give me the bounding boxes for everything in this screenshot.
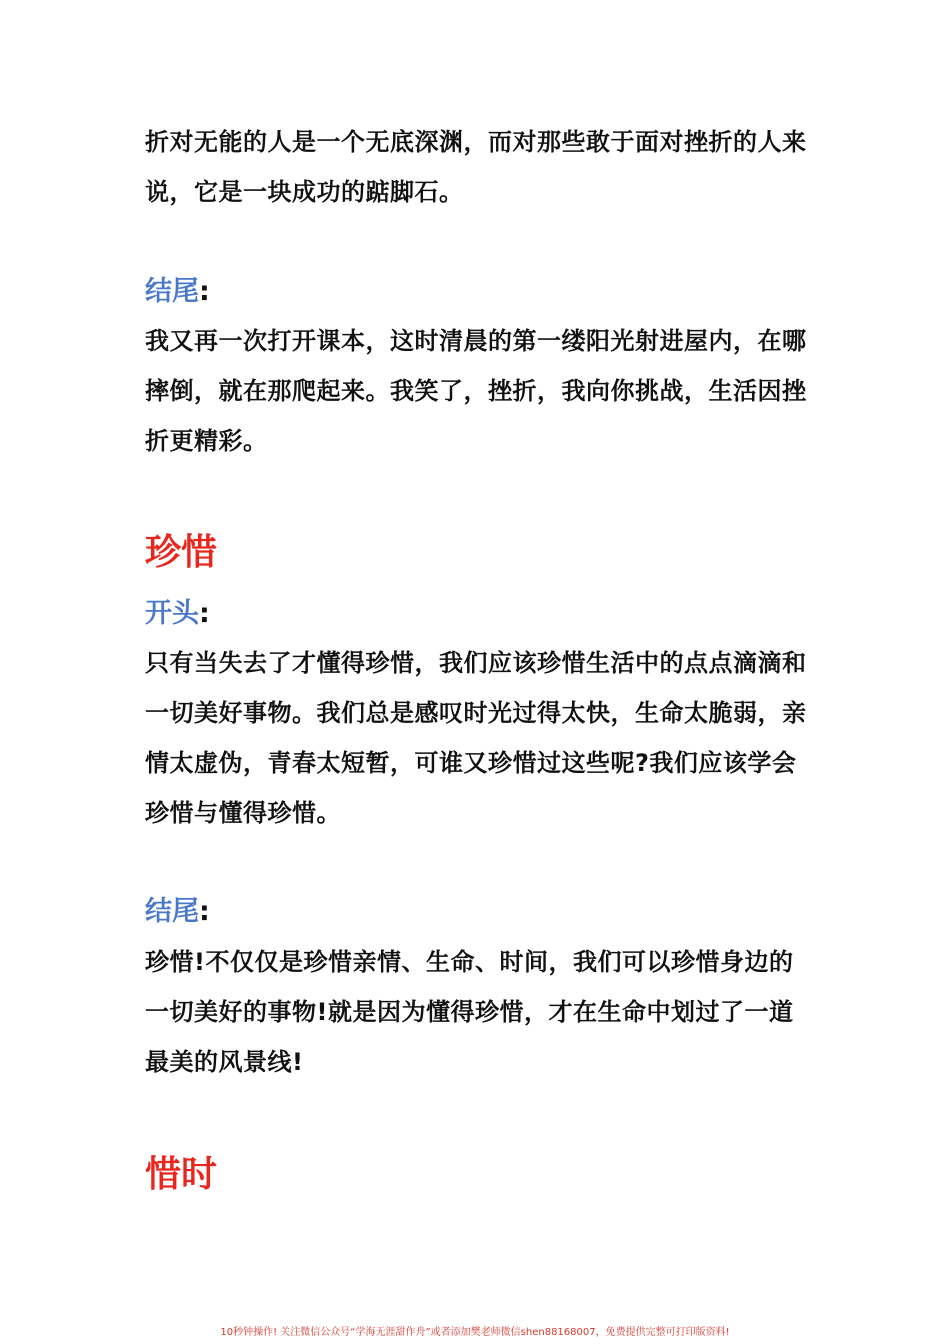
- section-setback-ending-label: [145, 272, 815, 312]
- ending-text: 珍惜!不仅仅是珍惜亲情、生命、时间，我们可以珍惜身边的一切美好的事物!就是因为懂得珍惜，才在生命中划过了一道最美的风景线!: [145, 948, 794, 1076]
- opening-label-colon: :: [199, 598, 210, 629]
- section-title-cherish-time: 惜时: [145, 1154, 218, 1195]
- section-cherish-opening: [145, 638, 815, 838]
- ending-label: [145, 272, 815, 312]
- opening-text: 只有当失去了才懂得珍惜，我们应该珍惜生活中的点点滴滴和一切美好事物。我们总是感叹时光过得太快，生命太脆弱，亲情太虚伪，青春太短暂，可谁又珍惜过这些呢?我们应该学会珍惜与懂得珍惜。: [145, 649, 807, 827]
- section-title-cherish: 珍惜: [145, 532, 218, 573]
- section-cherish-ending: [145, 937, 815, 1087]
- ending-text: 我又再一次打开课本，这时清晨的第一缕阳光射进屋内，在哪摔倒，就在那爬起来。我笑了，挫折，我向你挑战，生活因挫折更精彩。: [145, 327, 807, 455]
- opening-label: [145, 594, 815, 634]
- footer-promo-text: 10秒钟操作! 关注微信公众号“学海无涯甜作舟”或者添加樊老师微信shen88168007，免费提供完整可打印版资料!: [220, 1327, 730, 1338]
- ending-label-colon: :: [199, 276, 210, 307]
- ending-label-text: 结尾: [145, 276, 199, 307]
- paragraph-text: 折对无能的人是一个无底深渊，而对那些敢于面对挫折的人来说，它是一块成功的踮脚石。: [145, 128, 807, 206]
- section-setback-paragraph-continued: [145, 117, 815, 217]
- ending-label: [145, 892, 815, 932]
- opening-label-text: 开头: [145, 598, 199, 629]
- ending-label-text: 结尾: [145, 896, 199, 927]
- section-cherish-opening-label: [145, 594, 815, 634]
- ending-label-colon: :: [199, 896, 210, 927]
- section-setback-ending: [145, 316, 815, 466]
- section-cherish-ending-label: [145, 892, 815, 932]
